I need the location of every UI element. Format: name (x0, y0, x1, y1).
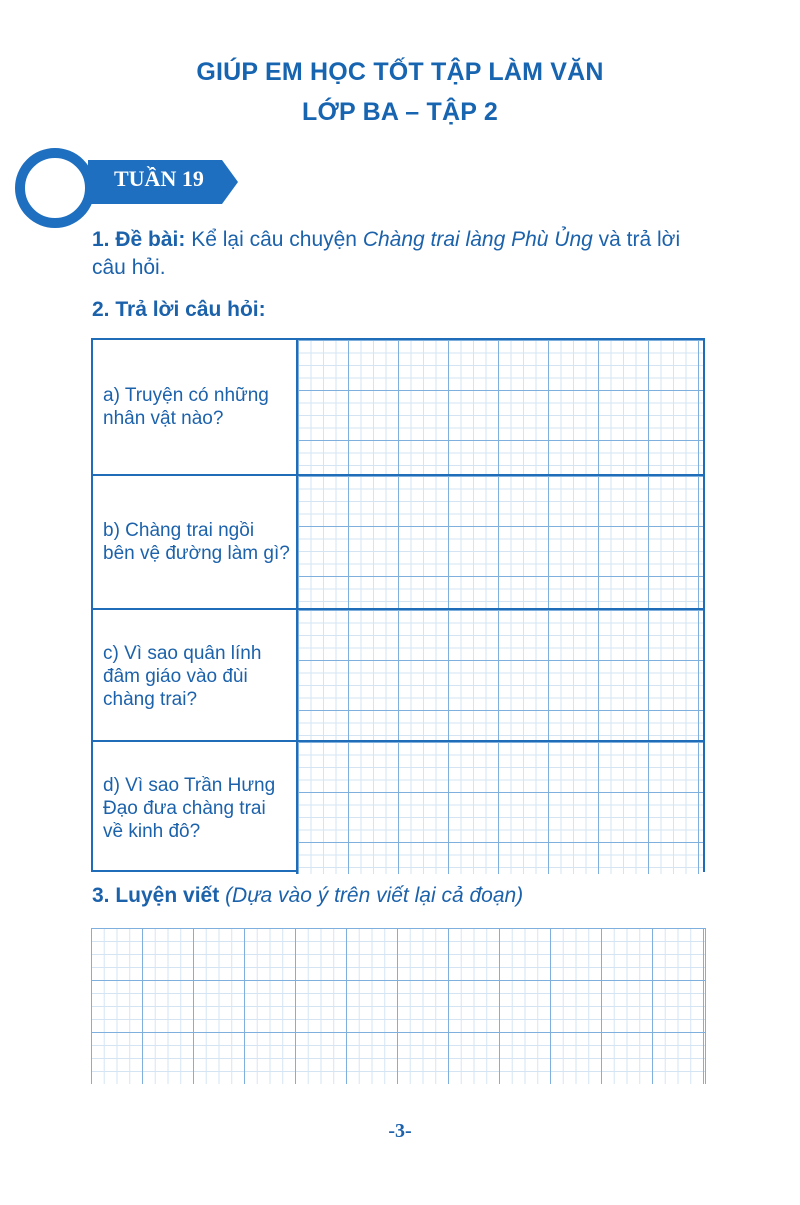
assignment-heading: 1. Đề bài: (92, 228, 186, 251)
answer-grid[interactable] (298, 476, 703, 608)
story-title: Chàng trai làng Phù Ủng (362, 228, 593, 251)
writing-practice-grid[interactable] (91, 928, 706, 1084)
week-badge (88, 160, 238, 204)
question-label: a) Truyện có những nhân vật nào? (93, 340, 298, 474)
assignment-text-after: và trả lời câu hỏi. (92, 228, 681, 279)
assignment-prompt (92, 226, 712, 282)
question-label: b) Chàng trai ngồi bên vệ đường làm gì? (93, 476, 298, 608)
book-subtitle: LỚP BA – TẬP 2 (302, 98, 498, 126)
page-number: -3- (388, 1120, 412, 1142)
question-row (93, 340, 703, 474)
assignment-text-before: Kể lại câu chuyện (185, 228, 363, 251)
question-row (93, 474, 703, 608)
writing-practice-heading (92, 884, 523, 908)
book-title: GIÚP EM HỌC TỐT TẬP LÀM VĂN (196, 58, 604, 86)
week-circle-icon (15, 148, 95, 228)
answer-grid[interactable] (298, 742, 703, 874)
question-label: c) Vì sao quân lính đâm giáo vào đùi chàng trai? (93, 610, 298, 742)
writing-instruction: (Dựa vào ý trên viết lại cả đoạn) (225, 884, 524, 907)
question-row (93, 740, 703, 874)
question-answer-table (91, 338, 705, 872)
answer-grid[interactable] (298, 610, 703, 742)
writing-heading: 3. Luyện viết (92, 884, 220, 907)
week-label: TUẦN 19 (114, 166, 204, 191)
answer-grid[interactable] (298, 340, 703, 474)
question-label: d) Vì sao Trần Hưng Đạo đưa chàng trai về kinh đô? (93, 742, 298, 874)
question-row (93, 608, 703, 742)
questions-heading: 2. Trả lời câu hỏi: (92, 298, 266, 321)
